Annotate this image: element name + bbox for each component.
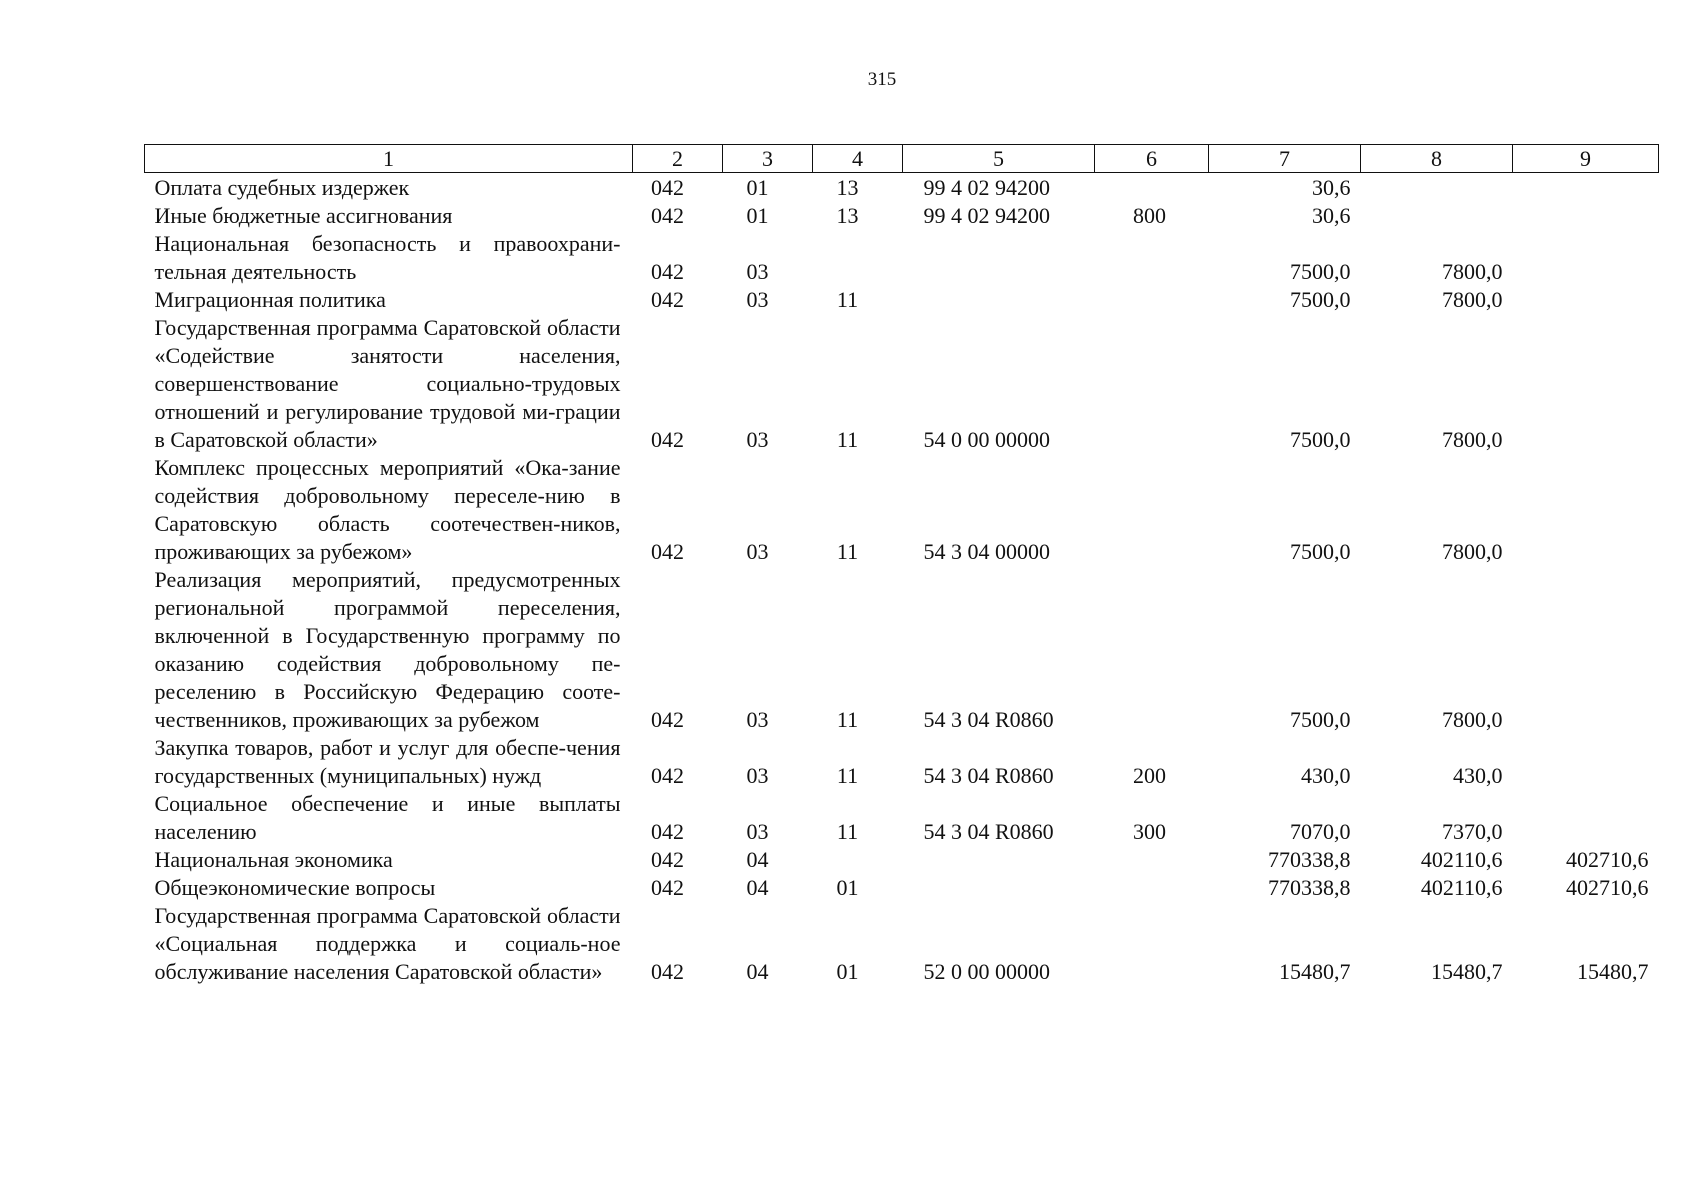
- row-gr-code: 042: [651, 287, 684, 312]
- row-target-code: [903, 874, 1095, 902]
- row-name: Комплекс процессных мероприятий «Ока-зание содействия добровольному переселе-нию в Саратовскую область соотечествен-ников, проживающих за рубежом»: [154, 455, 621, 564]
- row-expense-type-code: 800: [1133, 203, 1166, 228]
- column-header-4: 4: [813, 145, 903, 173]
- row-subsection-code: 11: [836, 707, 859, 732]
- row-target-code: 99 4 02 94200: [923, 203, 1050, 228]
- row-section-code: 03: [746, 259, 769, 284]
- row-value-col9: 402710,6: [1566, 847, 1649, 872]
- row-section-code: 03: [746, 707, 769, 732]
- row-gr-code: 042: [651, 427, 684, 452]
- row-section-code: 03: [746, 287, 769, 312]
- row-subsection-code: [813, 846, 903, 874]
- row-value-col7: 430,0: [1301, 763, 1351, 788]
- row-expense-type-code: [1095, 566, 1209, 734]
- row-section-code: 01: [746, 203, 769, 228]
- row-name: Национальная экономика: [154, 847, 393, 872]
- row-gr-code: 042: [651, 259, 684, 284]
- row-value-col9: [1513, 202, 1659, 230]
- row-expense-type-code: 300: [1133, 819, 1166, 844]
- row-value-col7: 30,6: [1312, 175, 1351, 200]
- row-value-col9: 15480,7: [1577, 959, 1649, 984]
- page-number: 315: [867, 69, 897, 90]
- row-subsection-code: 13: [836, 175, 859, 200]
- row-value-col8: 7800,0: [1442, 287, 1503, 312]
- row-expense-type-code: [1095, 173, 1209, 203]
- row-value-col8: 402110,6: [1420, 875, 1503, 900]
- row-value-col8: 7800,0: [1442, 707, 1503, 732]
- row-name: Миграционная политика: [154, 287, 386, 312]
- row-gr-code: 042: [651, 875, 684, 900]
- row-gr-code: 042: [651, 959, 684, 984]
- row-value-col8: 430,0: [1453, 763, 1503, 788]
- row-value-col7: 30,6: [1312, 203, 1351, 228]
- row-gr-code: 042: [651, 819, 684, 844]
- row-value-col7: 7500,0: [1290, 427, 1351, 452]
- row-section-code: 01: [746, 175, 769, 200]
- table-row: [145, 874, 1659, 902]
- row-name: Общеэкономические вопросы: [154, 875, 436, 900]
- row-section-code: 03: [746, 819, 769, 844]
- row-name: Закупка товаров, работ и услуг для обеспе-чения государственных (муниципальных) нужд: [154, 735, 621, 788]
- row-section-code: 03: [746, 427, 769, 452]
- row-gr-code: 042: [651, 539, 684, 564]
- row-value-col9: [1513, 286, 1659, 314]
- column-header-5: 5: [903, 145, 1095, 173]
- column-header-2: 2: [633, 145, 723, 173]
- row-value-col7: 7500,0: [1290, 287, 1351, 312]
- row-value-col9: [1513, 230, 1659, 286]
- row-subsection-code: 11: [836, 427, 859, 452]
- row-value-col8: 7370,0: [1442, 819, 1503, 844]
- row-gr-code: 042: [651, 763, 684, 788]
- table-row: [145, 286, 1659, 314]
- table-row: [145, 454, 1659, 566]
- row-expense-type-code: [1095, 314, 1209, 454]
- column-header-3: 3: [723, 145, 813, 173]
- row-subsection-code: 01: [836, 959, 859, 984]
- header-row: [145, 145, 1659, 173]
- row-gr-code: 042: [651, 175, 684, 200]
- row-value-col8: 15480,7: [1431, 959, 1503, 984]
- row-value-col7: 7500,0: [1290, 259, 1351, 284]
- row-value-col7: 7070,0: [1290, 819, 1351, 844]
- row-target-code: 54 3 04 R0860: [923, 819, 1054, 844]
- row-value-col7: 770338,8: [1268, 847, 1351, 872]
- row-value-col8: [1361, 173, 1513, 203]
- row-value-col9: [1513, 790, 1659, 846]
- row-target-code: [903, 846, 1095, 874]
- table-row: [145, 902, 1659, 986]
- row-value-col8: 7800,0: [1442, 427, 1503, 452]
- row-target-code: 52 0 00 00000: [923, 959, 1050, 984]
- row-subsection-code: 11: [836, 539, 859, 564]
- row-expense-type-code: [1095, 902, 1209, 986]
- row-name: Реализация мероприятий, предусмотренных региональной программой переселения, включенной в Государственную программу по оказанию содействия добровольному пе-реселению в Российскую Федерацию сооте-чественников, проживающих за рубежом: [154, 567, 621, 732]
- row-expense-type-code: [1095, 846, 1209, 874]
- table-row: [145, 230, 1659, 286]
- row-value-col9: 402710,6: [1566, 875, 1649, 900]
- row-value-col8: 7800,0: [1442, 539, 1503, 564]
- row-target-code: [903, 286, 1095, 314]
- row-gr-code: 042: [651, 203, 684, 228]
- row-value-col7: 15480,7: [1279, 959, 1351, 984]
- row-subsection-code: 11: [836, 819, 859, 844]
- row-expense-type-code: [1095, 874, 1209, 902]
- row-section-code: 04: [746, 959, 769, 984]
- row-name: Национальная безопасность и правоохрани-тельная деятельность: [154, 231, 621, 284]
- row-gr-code: 042: [651, 707, 684, 732]
- row-name: Оплата судебных издержек: [154, 175, 410, 200]
- row-value-col7: 770338,8: [1268, 875, 1351, 900]
- row-section-code: 04: [746, 875, 769, 900]
- row-subsection-code: 11: [836, 763, 859, 788]
- row-expense-type-code: 200: [1133, 763, 1166, 788]
- row-subsection-code: 13: [836, 203, 859, 228]
- table-row: [145, 314, 1659, 454]
- row-target-code: 54 3 04 00000: [923, 539, 1050, 564]
- table-header: [145, 145, 1659, 173]
- row-name: Государственная программа Саратовской области «Социальная поддержка и социаль-ное обслуживание населения Саратовской области»: [154, 903, 621, 984]
- row-target-code: 54 3 04 R0860: [923, 707, 1054, 732]
- row-expense-type-code: [1095, 286, 1209, 314]
- column-header-8: 8: [1361, 145, 1513, 173]
- row-value-col9: [1513, 734, 1659, 790]
- row-target-code: [903, 230, 1095, 286]
- row-section-code: 04: [746, 847, 769, 872]
- table-body: [145, 173, 1659, 987]
- row-target-code: 99 4 02 94200: [923, 175, 1050, 200]
- row-expense-type-code: [1095, 230, 1209, 286]
- column-header-9: 9: [1513, 145, 1659, 173]
- row-section-code: 03: [746, 763, 769, 788]
- table-row: [145, 173, 1659, 203]
- row-value-col7: 7500,0: [1290, 539, 1351, 564]
- row-subsection-code: 11: [836, 287, 859, 312]
- table-row: [145, 790, 1659, 846]
- row-subsection-code: 01: [836, 875, 859, 900]
- row-gr-code: 042: [651, 847, 684, 872]
- row-name: Государственная программа Саратовской области «Содействие занятости населения, совершенствование социально-трудовых отношений и регулирование трудовой ми-грации в Саратовской области»: [154, 315, 621, 452]
- table-row: [145, 734, 1659, 790]
- column-header-7: 7: [1209, 145, 1361, 173]
- row-value-col9: [1513, 173, 1659, 203]
- table-row: [145, 202, 1659, 230]
- budget-table: [144, 144, 1659, 986]
- row-subsection-code: [813, 230, 903, 286]
- row-section-code: 03: [746, 539, 769, 564]
- table-row: [145, 566, 1659, 734]
- row-value-col9: [1513, 454, 1659, 566]
- row-value-col9: [1513, 566, 1659, 734]
- row-value-col8: 7800,0: [1442, 259, 1503, 284]
- row-name: Социальное обеспечение и иные выплаты населению: [154, 791, 621, 844]
- table-row: [145, 846, 1659, 874]
- row-expense-type-code: [1095, 454, 1209, 566]
- row-value-col8: 402110,6: [1420, 847, 1503, 872]
- row-value-col7: 7500,0: [1290, 707, 1351, 732]
- row-value-col8: [1361, 202, 1513, 230]
- row-value-col9: [1513, 314, 1659, 454]
- row-name: Иные бюджетные ассигнования: [154, 203, 453, 228]
- row-target-code: 54 3 04 R0860: [923, 763, 1054, 788]
- column-header-6: 6: [1095, 145, 1209, 173]
- column-header-1: 1: [145, 145, 633, 173]
- row-target-code: 54 0 00 00000: [923, 427, 1050, 452]
